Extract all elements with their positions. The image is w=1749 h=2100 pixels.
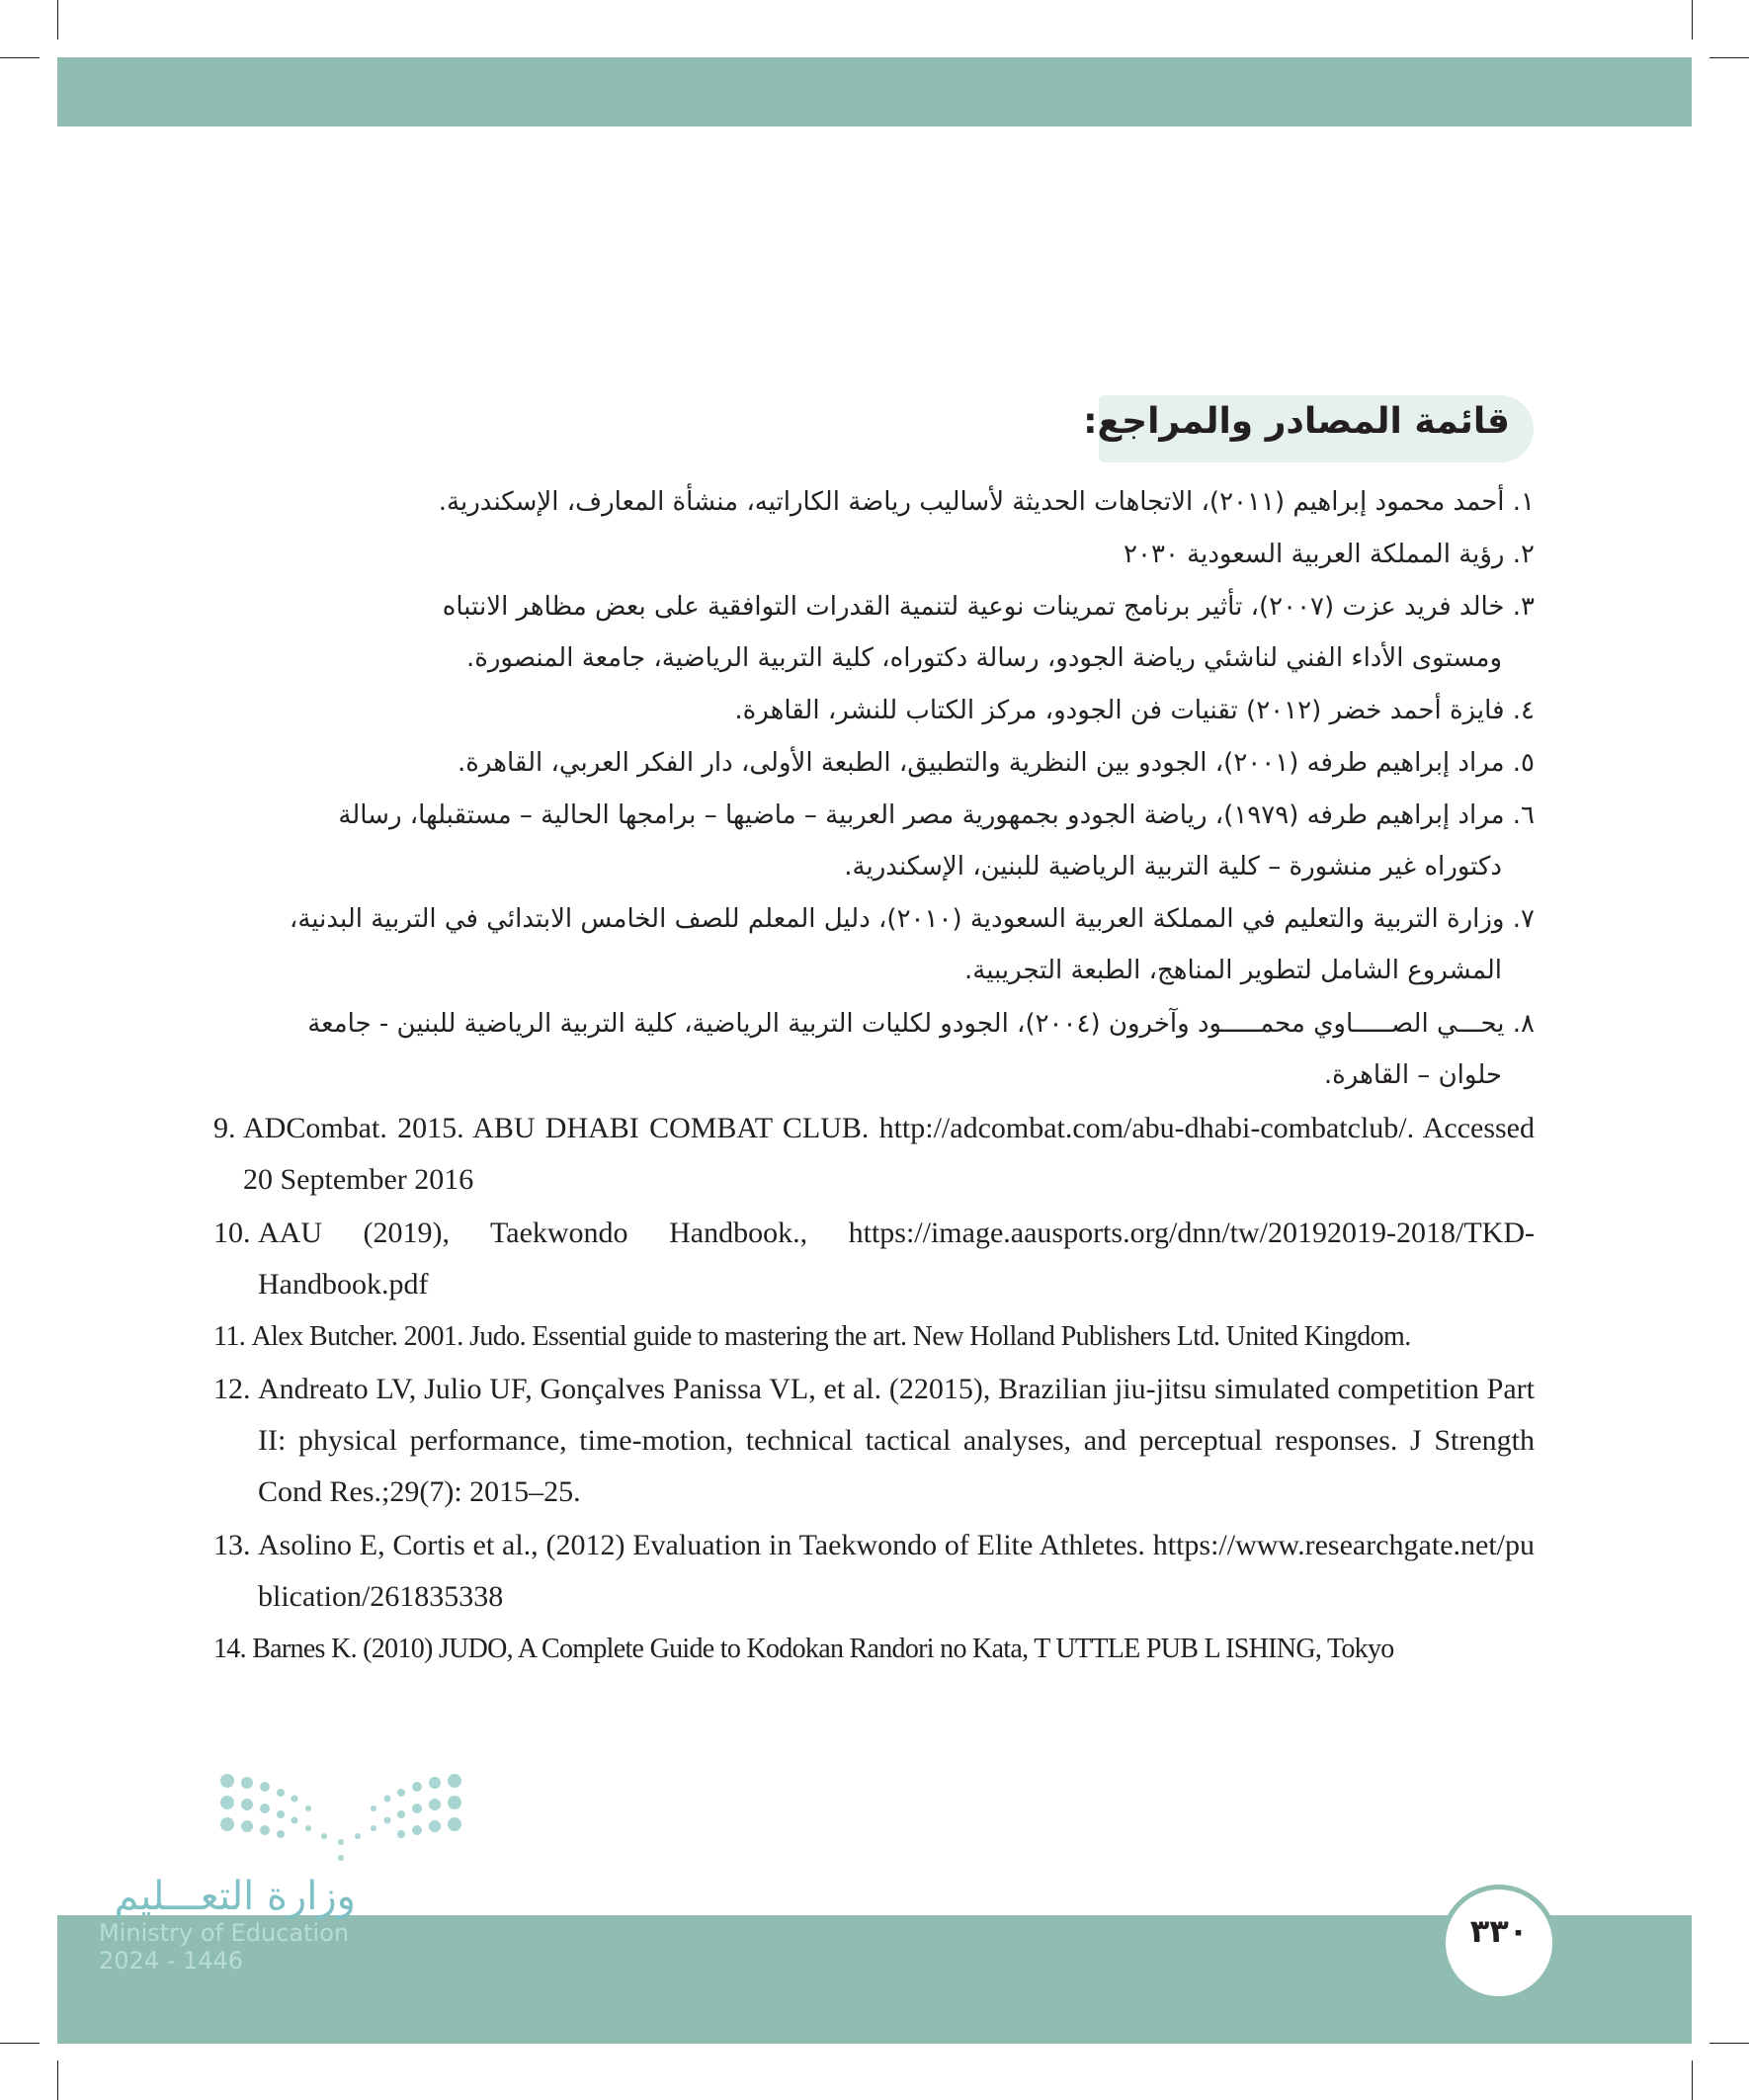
reference-item-ar-7 [235, 893, 1535, 996]
reference-text: يحـــي الصـــــاوي محمـــــود وآخرون (٢٠٠٤)، الجودو لكليات التربية الرياضية، كلية التربية الرياضية للبنين - جامعة [307, 1009, 1505, 1039]
page-title: قائمة المصادر والمراجع: [1083, 401, 1510, 442]
reference-item-en-9 [213, 1103, 1535, 1206]
reference-number: 14. [213, 1634, 253, 1664]
crop-mark [1692, 0, 1693, 40]
reference-text: رؤية المملكة العربية السعودية ٢٠٣٠ [1124, 540, 1505, 569]
header-band [57, 57, 1692, 126]
page-number: ٣٣٠ [1469, 1912, 1529, 1950]
reference-number: ٧. [1512, 904, 1535, 934]
reference-text: أحمد محمود إبراهيم (٢٠١١)، الاتجاهات الحديثة لأساليب رياضة الكاراتيه، منشأة المعارف، الإسكندرية. [438, 487, 1505, 517]
reference-number: ٤. [1512, 696, 1535, 725]
ministry-name-arabic: وزارة التعـــليم [114, 1874, 356, 1919]
reference-item-ar-2 [235, 529, 1535, 580]
reference-number: 9. [213, 1112, 243, 1144]
reference-item-ar-5 [235, 737, 1535, 789]
reference-text: Asolino E, Cortis et al., (2012) Evaluation in Taekwondo of Elite Athletes. https://www.researchgate.net/publication/261835338 [258, 1529, 1535, 1613]
crop-mark [57, 0, 58, 40]
reference-item-en-11 [213, 1311, 1535, 1363]
reference-text: خالد فريد عزت (٢٠٠٧)، تأثير برنامج تمرينات نوعية لتنمية القدرات التوافقية على بعض مظاهر الانتباه [442, 592, 1505, 622]
reference-item-ar-3 [235, 581, 1535, 684]
reference-item-ar-8 [235, 998, 1535, 1101]
crop-mark [0, 57, 40, 58]
reference-continuation: ومستوى الأداء الفني لناشئي رياضة الجودو، رسالة دكتوراه، كلية التربية الرياضية، جامعة المنصورة. [465, 643, 1502, 673]
crop-mark [1709, 2043, 1749, 2044]
crop-mark [57, 2060, 58, 2100]
reference-number: ١. [1512, 487, 1535, 517]
reference-text: Andreato LV, Julio UF, Gonçalves Panissa VL, et al. (22015), Brazilian jiu-jitsu simulated competition Part II: physical performance, time-motion, technical tactical analyses, and perceptual responses. J Strength Cond Res.;29(7): 2015–25. [258, 1373, 1535, 1508]
reference-number: 11. [213, 1321, 252, 1352]
ministry-logo-text [99, 1874, 356, 1974]
reference-number: 12. [213, 1373, 258, 1405]
ministry-logo-icon [208, 1769, 474, 1868]
reference-text: ADCombat. 2015. ABU DHABI COMBAT CLUB. http://adcombat.com/abu-dhabi-combatclub/. Accessed 20 September 2016 [243, 1112, 1535, 1196]
ministry-name-english: Ministry of Education [99, 1919, 350, 1947]
reference-item-ar-4 [235, 685, 1535, 736]
reference-item-en-10 [213, 1208, 1535, 1310]
reference-continuation: المشروع الشامل لتطوير المناهج، الطبعة التجريبية. [964, 956, 1502, 985]
reference-text: Alex Butcher. 2001. Judo. Essential guide to mastering the art. New Holland Publishers Ltd. United Kingdom. [251, 1321, 1411, 1352]
reference-text: مراد إبراهيم طرفه (١٩٧٩)، رياضة الجودو بجمهورية مصر العربية – ماضيها – برامجها الحالية – مستقبلها، رسالة [338, 800, 1505, 830]
reference-number: ٥. [1512, 748, 1535, 778]
reference-number: 10. [213, 1217, 258, 1249]
reference-item-en-14 [213, 1624, 1535, 1675]
reference-text: AAU (2019), Taekwondo Handbook., https://image.aausports.org/dnn/tw/20192019-2018/TKD-Handbook.pdf [258, 1217, 1535, 1301]
reference-text: Barnes K. (2010) JUDO, A Complete Guide to Kodokan Randori no Kata, T UTTLE PUB L ISHING, Tokyo [252, 1634, 1394, 1664]
reference-text: مراد إبراهيم طرفه (٢٠٠١)، الجودو بين النظرية والتطبيق، الطبعة الأولى، دار الفكر العربي، القاهرة. [458, 748, 1505, 778]
reference-text: فايزة أحمد خضر (٢٠١٢) تقنيات فن الجودو، مركز الكتاب للنشر، القاهرة. [734, 696, 1505, 725]
reference-number: ٣. [1512, 592, 1535, 622]
reference-number: ٦. [1512, 800, 1535, 830]
reference-item-ar-6 [235, 790, 1535, 892]
crop-mark [1709, 57, 1749, 58]
reference-continuation: دكتوراه غير منشورة – كلية التربية الرياضية للبنين، الإسكندرية. [844, 852, 1502, 882]
reference-item-en-13 [213, 1520, 1535, 1623]
reference-number: ٨. [1512, 1009, 1535, 1039]
reference-item-ar-1 [235, 476, 1535, 528]
crop-mark [1692, 2060, 1693, 2100]
reference-continuation: حلوان – القاهرة. [1323, 1060, 1502, 1090]
academic-year: 2024 - 1446 [99, 1947, 244, 1974]
reference-text: وزارة التربية والتعليم في المملكة العربية السعودية (٢٠١٠)، دليل المعلم للصف الخامس الابتدائي في التربية البدنية، [289, 904, 1505, 934]
reference-number: ٢. [1512, 540, 1535, 569]
crop-mark [0, 2043, 40, 2044]
reference-item-en-12 [213, 1364, 1535, 1518]
reference-number: 13. [213, 1529, 258, 1561]
